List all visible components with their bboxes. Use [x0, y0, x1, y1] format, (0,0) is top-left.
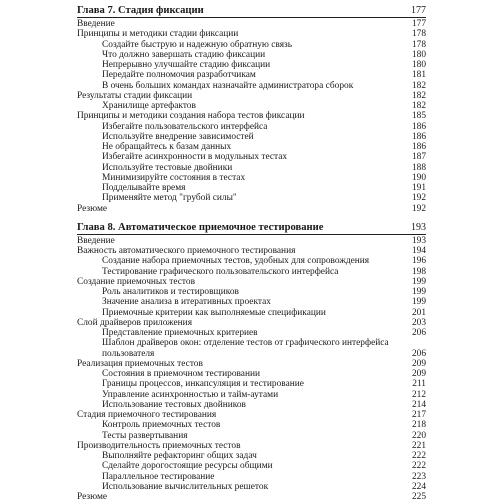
entry-page-number: 186 — [411, 121, 426, 132]
toc-subsection-entry — [77, 328, 426, 338]
entry-page-number: 199 — [411, 276, 426, 287]
entry-page-number: 186 — [411, 131, 426, 142]
entry-title: Используйте внедрение зависимостей — [102, 131, 254, 142]
entry-title: Непрерывно улучшайте стадию фиксации — [102, 60, 271, 70]
toc-section-entry — [77, 19, 426, 29]
entry-page-number: 181 — [411, 70, 426, 81]
toc-subsection-entry — [77, 101, 426, 111]
chapter-title: Глава 7. Стадия фиксации — [77, 5, 204, 16]
entry-page-number: 185 — [411, 111, 426, 122]
entry-title: Результаты стадии фиксации — [77, 90, 193, 101]
entry-page-number: 191 — [411, 183, 426, 193]
entry-title: Введение — [77, 235, 115, 246]
chapter-page-number: 193 — [411, 221, 426, 233]
entry-title: Выполняйте рефакторинг общих задач — [102, 451, 257, 461]
entry-page-number: 194 — [411, 246, 426, 256]
entry-title: Производительность приемочных тестов — [77, 440, 241, 451]
entry-page-number: 222 — [411, 461, 426, 472]
entry-title: Введение — [77, 19, 115, 29]
entry-page-number: 186 — [411, 142, 426, 152]
entry-title: Избегайте пользовательского интерфейса — [102, 121, 268, 132]
entry-title: Тесты развертывания — [102, 430, 188, 441]
entry-title: Приемочные критерии как выполняемые спецификации — [102, 307, 326, 318]
entry-title: Создание набора приемочных тестов, удобных для сопровождения — [102, 256, 370, 267]
entry-page-number: 198 — [411, 266, 426, 277]
entry-title: Управление асинхронностью и тайм-аутами — [102, 389, 279, 400]
entry-page-number: 192 — [411, 203, 426, 214]
entry-title: Представление приемочных критериев — [102, 328, 258, 338]
toc-subsection-entry — [77, 297, 426, 307]
entry-title: Сделайте дорогостоящие ресурсы общими — [102, 461, 273, 472]
entry-title: Шаблон драйверов окон: отделение тестов от графического интерфейса пользователя — [102, 338, 389, 359]
toc-section-entry — [77, 441, 426, 451]
entry-page-number: 211 — [412, 379, 426, 390]
toc-subsection-entry — [77, 267, 426, 277]
toc-subsection-entry — [77, 183, 426, 193]
entry-page-number: 209 — [411, 358, 426, 369]
entry-page-number: 221 — [411, 440, 426, 451]
entry-page-number: 218 — [411, 420, 426, 431]
toc-subsection-entry — [77, 400, 426, 410]
entry-title: Контроль приемочных тестов — [102, 420, 221, 431]
entry-page-number: 220 — [411, 430, 426, 441]
entry-title: Значение анализа в итеративных проектах — [102, 297, 271, 308]
entry-title: Применяйте метод "грубой силы" — [102, 193, 237, 204]
entry-title: Используйте тестовые двойники — [102, 162, 233, 173]
toc-section-entry — [77, 359, 426, 369]
entry-page-number: 192 — [411, 193, 426, 204]
entry-title: Резюме — [77, 492, 108, 502]
entry-page-number: 177 — [411, 19, 426, 29]
toc-subsection-entry — [77, 122, 426, 132]
entry-page-number: 206 — [411, 348, 426, 359]
toc-subsection-entry — [77, 256, 426, 266]
entry-page-number: 178 — [411, 29, 426, 40]
entry-title: Создайте быструю и надежную обратную связь — [102, 39, 293, 50]
entry-page-number: 217 — [411, 410, 426, 420]
entry-title: Состояния в приемочном тестировании — [102, 369, 261, 379]
entry-page-number: 187 — [411, 152, 426, 163]
entry-page-number: 214 — [411, 399, 426, 410]
toc-subsection-entry — [77, 287, 426, 297]
entry-title: Передайте полномочия разработчикам — [102, 70, 256, 81]
chapter-section — [77, 221, 426, 502]
entry-page-number: 222 — [411, 451, 426, 461]
entry-title: Стадия приемочного тестирования — [77, 410, 217, 420]
toc-section-entry — [77, 29, 426, 39]
entry-title: Важность автоматического приемочного тестирования — [77, 246, 296, 256]
toc-subsection-entry — [77, 390, 426, 400]
toc-subsection-entry — [77, 338, 426, 359]
toc-subsection-entry — [77, 431, 426, 441]
entry-title: Параллельное тестирование — [102, 471, 215, 482]
entry-page-number: 223 — [411, 471, 426, 482]
entry-title: Принципы и методики стадии фиксации — [77, 29, 239, 40]
table-of-contents — [77, 4, 426, 502]
entry-title: Создание приемочных тестов — [77, 276, 196, 287]
entry-page-number: 178 — [411, 39, 426, 50]
entry-page-number: 193 — [411, 235, 426, 246]
entry-page-number: 188 — [411, 162, 426, 173]
toc-subsection-entry — [77, 142, 426, 152]
toc-section-entry — [77, 410, 426, 420]
entry-page-number: 180 — [411, 49, 426, 60]
chapter-title: Глава 8. Автоматическое приемочное тестирование — [77, 221, 324, 233]
entry-page-number: 190 — [411, 172, 426, 183]
entry-title: Хранилище артефактов — [102, 101, 196, 111]
entry-title: Слой драйверов приложения — [77, 317, 193, 328]
entry-page-number: 182 — [411, 80, 426, 91]
toc-subsection-entry — [77, 70, 426, 80]
toc-subsection-entry — [77, 461, 426, 471]
toc-subsection-entry — [77, 152, 426, 162]
toc-subsection-entry — [77, 132, 426, 142]
entry-title: Минимизируйте состояния в тестах — [102, 172, 246, 183]
entry-title: Роль аналитиков и тестировщиков — [102, 287, 239, 297]
entry-title: Не обращайтесь к базам данных — [102, 142, 232, 152]
toc-section-entry — [77, 111, 426, 121]
entry-page-number: 224 — [411, 481, 426, 492]
toc-subsection-entry — [77, 369, 426, 379]
entry-title: Тестирование графического пользовательского интерфейса — [102, 266, 339, 277]
chapter-page-number: 177 — [411, 5, 426, 16]
entry-page-number: 225 — [411, 492, 426, 502]
toc-subsection-entry — [77, 482, 426, 492]
entry-title: Что должно завершать стадию фиксации — [102, 49, 266, 60]
toc-section-entry — [77, 492, 426, 502]
entry-page-number: 180 — [411, 60, 426, 70]
toc-subsection-entry — [77, 308, 426, 318]
toc-subsection-entry — [77, 173, 426, 183]
toc-subsection-entry — [77, 60, 426, 70]
entry-page-number: 203 — [411, 317, 426, 328]
entry-page-number: 201 — [411, 307, 426, 318]
entry-title: Принципы и методики создания набора тестов фиксации — [77, 111, 305, 122]
entry-page-number: 206 — [411, 328, 426, 338]
chapter-heading — [77, 4, 426, 18]
toc-subsection-entry — [77, 163, 426, 173]
entry-page-number: 182 — [411, 101, 426, 111]
entry-page-number: 209 — [411, 369, 426, 379]
toc-subsection-entry — [77, 472, 426, 482]
toc-subsection-entry — [77, 81, 426, 91]
chapter-section — [77, 4, 426, 214]
toc-subsection-entry — [77, 420, 426, 430]
toc-subsection-entry — [77, 50, 426, 60]
toc-subsection-entry — [77, 193, 426, 203]
entry-title: Использование тестовых двойников — [102, 399, 246, 410]
entry-title: Подделывайте время — [102, 183, 186, 193]
toc-section-entry — [77, 246, 426, 256]
toc-section-entry — [77, 204, 426, 214]
toc-section-entry — [77, 91, 426, 101]
entry-page-number: 199 — [411, 297, 426, 308]
entry-page-number: 199 — [411, 287, 426, 297]
toc-section-entry — [77, 236, 426, 246]
entry-page-number: 212 — [411, 389, 426, 400]
entry-title: Использование вычислительных решеток — [102, 481, 269, 492]
toc-subsection-entry — [77, 451, 426, 461]
toc-subsection-entry — [77, 379, 426, 389]
toc-subsection-entry — [77, 40, 426, 50]
entry-page-number: 196 — [411, 256, 426, 267]
entry-page-number: 182 — [411, 90, 426, 101]
entry-title: Избегайте асинхронности в модульных тестах — [102, 152, 288, 163]
toc-section-entry — [77, 318, 426, 328]
toc-section-entry — [77, 277, 426, 287]
chapter-heading — [77, 221, 426, 235]
entry-title: Реализация приемочных тестов — [77, 358, 203, 369]
entry-title: В очень больших командах назначайте администратора сборок — [102, 80, 354, 91]
entry-title: Резюме — [77, 203, 108, 214]
entry-title: Границы процессов, инкапсуляция и тестирование — [102, 379, 304, 390]
